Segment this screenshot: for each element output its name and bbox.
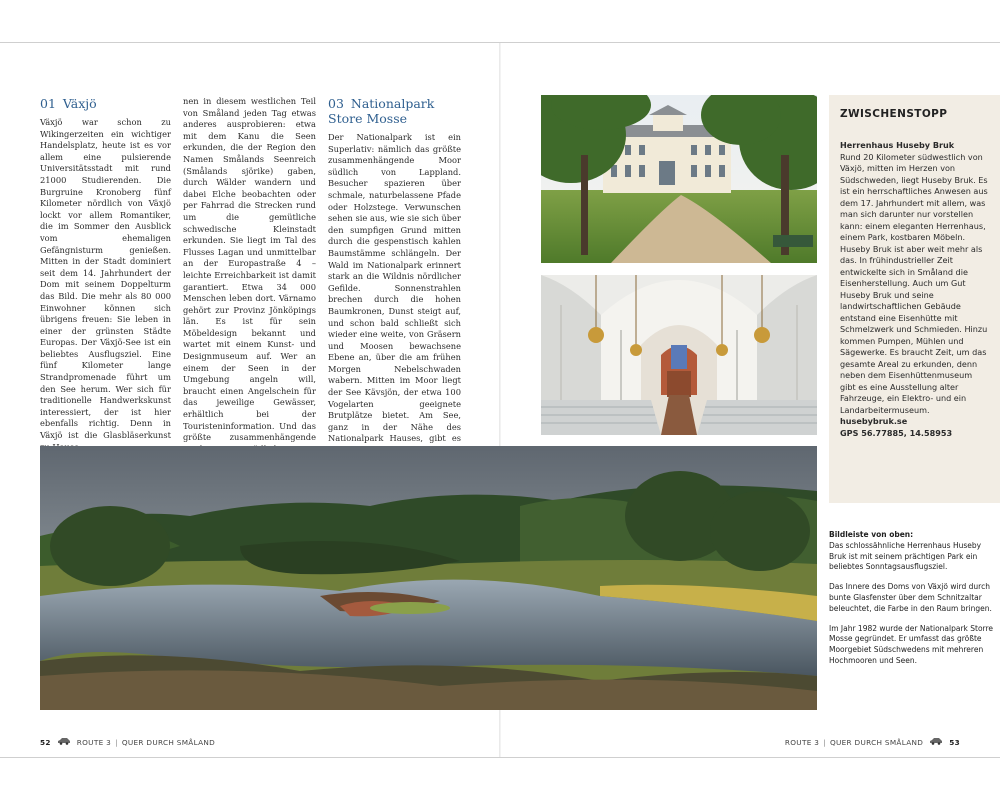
section-heading-vaxjo xyxy=(40,96,171,111)
folio-route-left: ROUTE 3 xyxy=(76,737,112,747)
car-icon xyxy=(57,737,71,747)
sidebar-website-link[interactable]: husebybruk.se xyxy=(840,416,908,426)
section-heading-store-mosse xyxy=(328,96,461,126)
sidebar-title: ZWISCHENSTOPP xyxy=(840,108,948,120)
section-number: 03 xyxy=(328,96,344,111)
sidebar-text: Rund 20 Kilometer südwestlich von Växjö, mitten im Herzen von Südschweden, liegt Huseby Bruk. Es ist ein herrschaftliches Anwesen aus dem 17. Jahrhundert mit allem, was man sich darunter nur vorstellen kann: einem eleganten Herrenhaus, einem Park, kostbaren Möbeln. Huseby Bruk ist aber weit mehr als das. In frühindustrieller Zeit entwickelte sich in Småland die Eisenherstellung. Auch um Gut Huseby Bruk und seine landwirtschaftlichen Gebäude entstand eine Eisenhütte mit Schmelzwerk und Schmieden. Hinzu kommen Pumpen, Mühlen und Sägewerke. Es braucht Zeit, um das gesamte Areal zu erkunden, denn neben dem Eisenhüttenmuseum gibt es eine Ausstellung alter Fahrzeuge, ein Elektro- und ein Landarbeitermuseum. xyxy=(840,151,988,415)
caption-intro: Bildleiste von oben: xyxy=(829,530,914,539)
photo-manor-house xyxy=(541,95,817,263)
photo-cathedral-interior xyxy=(541,275,817,435)
body-paragraph-varnamo-cont: nen in diesem westlichen Teil von Småland jeden Tag etwas anderes ausprobieren: etwa mit dem Kanu die Seen erkunden, die der Region den Namen Smålands Seenreich (Smålands sjörike) gaben, durch Wälder wandern und dabei Elche beobachten oder per Fahrrad die Strecken rund um die gemütliche schwedische Kleinstadt erkunden. Sie liegt im Tal des Flusses Lagan und unmittelbar an der Europastraße 4 – leichte Erreichbarkeit ist damit garantiert. Etwa 34 000 Menschen leben dort. Värnamo gehört zur Provinz Jönköpings län. Es ist für sein Möbeldesign bekannt und wartet mit einem Kunst- und Designmuseum auf. Wer an einem der Seen in der Umgebung angeln will, braucht einen Angelschein für das jeweilige Gewässer, erhältlich bei der Touristeninformation. Und das größte zusammenhängende xyxy=(183,96,316,443)
caption-manor: Das schlossähnliche Herrenhaus Huseby Bruk ist mit seinem prächtigen Park ein beliebtes Sonntagsausflugsziel. xyxy=(829,540,982,572)
photo-moor-landscape xyxy=(40,446,817,710)
folio-right xyxy=(785,737,960,747)
body-paragraph-vaxjo: Växjö war schon zu Wikingerzeiten ein wichtiger Handelsplatz, heute ist es vor allem eine pulsierende Universitätsstadt mit rund 21000 Studierenden. Die Burgruine Kronoberg fünf Kilometer nördlich von Växjö lockt vor allem Romantiker, die im Sommer den Ausblick vom ehemaligen Gefängnisturm genießen. Mitten in der Stadt dominiert seit dem 14. Jahrhundert der Dom mit seinem Doppelturm das Bild. Die mehr als 80 000 Einwohner können sich übrigens freuen: Sie leben in einer der grünsten Städte Europas. Der Växjö-See ist ein beliebtes Ausflugsziel. Eine fünf Kilometer lange Strandpromenade führt um den See herum. Wer sich für traditionelle Handwerkskunst interessiert, der ist hier ebenfalls richtig. Denn in Växjö ist die Glasbläserkunst xyxy=(40,117,171,441)
page-number-right: 53 xyxy=(949,737,960,747)
page-number-left: 52 xyxy=(40,737,51,747)
folio-route-right: ROUTE 3 xyxy=(784,737,820,747)
caption-moor: Im Jahr 1982 wurde der Nationalpark Storre Mosse gegründet. Er umfasst das größte Moorgebiet Südschwedens mit mehreren Hochmooren und Seen. xyxy=(829,623,994,665)
section-title: Nationalpark Store Mosse xyxy=(328,96,435,126)
sidebar-body xyxy=(840,140,988,439)
folio-separator: | xyxy=(115,737,118,747)
sidebar-subtitle: Herrenhaus Huseby Bruk xyxy=(840,140,955,150)
folio-title-left: QUER DURCH SMÅLAND xyxy=(121,737,216,747)
sidebar-gps: GPS 56.77885, 14.58953 xyxy=(840,427,953,438)
photo-captions xyxy=(829,530,995,676)
body-paragraph-store-mosse: Der Nationalpark ist ein Superlativ: nämlich das größte zusammenhängende Moor südlich von Lappland. Besucher spazieren über schmale, naturbelassene Pfade oder Holzstege. Verwunschen sehen sie aus, wie sie sich über den sumpfigen Grund mitten durch die gespenstisch kahlen Baumstämme schlängeln. Der Wald im Nationalpark erinnert stark an die Wildnis nördlicher Gefilde. Sonnenstrahlen brechen durch die hohen Baumkronen, Dunst steigt auf, und schon bald schließt sich wieder eine weite, von Gräsern und Moosen bewachsene Ebene an, über die am frühen Morgen Nebelschwaden wabern. Mitten im Moor liegt der See Kävsjön, der etwa 100 Vogelarten geeignete Brutplätze bietet. Am See, ganz in der Nähe des Nationalpark Hauses, gibt es xyxy=(328,132,461,444)
folio-title-right: QUER DURCH SMÅLAND xyxy=(829,737,924,747)
section-number: 01 xyxy=(40,96,56,111)
caption-block-1 xyxy=(829,530,995,573)
folio-separator: | xyxy=(823,737,826,747)
section-title: Växjö xyxy=(62,96,97,111)
car-icon xyxy=(929,737,943,747)
page-edge-bottom xyxy=(0,757,1000,758)
caption-cathedral: Das Innere des Doms von Växjö wird durch bunte Glasfenster über dem Schnitzaltar beleuchtet, die Farbe in den Raum bringen. xyxy=(829,582,992,613)
folio-left xyxy=(40,737,215,747)
